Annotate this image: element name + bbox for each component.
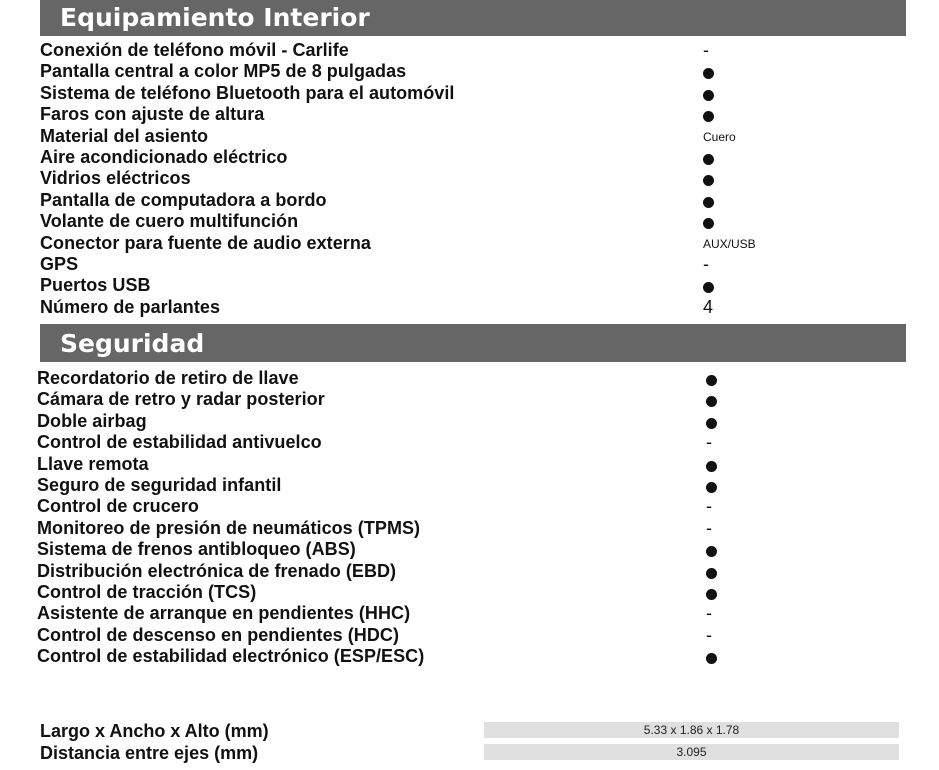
interior-feature-list <box>40 40 939 318</box>
feature-row <box>37 518 937 539</box>
feature-value: - <box>706 603 712 624</box>
section-header-safety <box>40 324 906 362</box>
feature-row <box>37 411 937 432</box>
feature-value: - <box>706 496 712 517</box>
feature-label: Asistente de arranque en pendientes (HHC) <box>37 603 411 624</box>
feature-row <box>37 539 937 560</box>
feature-label: Distribución electrónica de frenado (EBD) <box>37 560 397 581</box>
included-indicator <box>703 61 714 82</box>
feature-row <box>40 61 939 82</box>
feature-row <box>37 582 937 603</box>
feature-value: Cuero <box>703 129 736 144</box>
included-indicator <box>706 539 717 560</box>
dimension-value: 3.095 <box>484 744 899 760</box>
included-indicator <box>703 83 714 104</box>
feature-row <box>40 233 939 254</box>
bullet-dot-icon <box>703 175 714 186</box>
dimension-row <box>40 720 910 742</box>
feature-row <box>37 625 937 646</box>
included-indicator <box>706 646 717 667</box>
bullet-dot-icon <box>703 282 714 293</box>
feature-label: Sistema de teléfono Bluetooth para el automóvil <box>40 82 455 103</box>
feature-row <box>37 454 937 475</box>
section-title-safety: Seguridad <box>60 329 205 358</box>
bullet-dot-icon <box>703 154 714 165</box>
bullet-dot-icon <box>706 461 717 472</box>
bullet-dot-icon <box>706 568 717 579</box>
feature-label: Pantalla central a color MP5 de 8 pulgadas <box>40 61 407 82</box>
feature-label: Monitoreo de presión de neumáticos (TPMS) <box>37 517 421 538</box>
included-indicator <box>703 104 714 125</box>
feature-row <box>37 561 937 582</box>
feature-value: - <box>706 432 712 453</box>
safety-feature-list <box>37 368 937 667</box>
feature-row <box>40 104 939 125</box>
feature-row <box>40 297 939 318</box>
bullet-dot-icon <box>703 218 714 229</box>
section-header-interior <box>40 0 906 36</box>
feature-value: 4 <box>703 296 714 317</box>
feature-row <box>40 40 939 61</box>
bullet-dot-icon <box>706 653 717 664</box>
feature-label: Sistema de frenos antibloqueo (ABS) <box>37 539 356 560</box>
dimension-label: Distancia entre ejes (mm) <box>40 743 259 763</box>
feature-row <box>37 432 937 453</box>
included-indicator <box>706 475 717 496</box>
feature-label: Doble airbag <box>37 410 147 431</box>
feature-row <box>37 368 937 389</box>
bullet-dot-icon <box>703 197 714 208</box>
feature-label: Pantalla de computadora a bordo <box>40 189 327 210</box>
feature-row <box>40 126 939 147</box>
dimension-row <box>40 742 910 764</box>
included-indicator <box>706 411 717 432</box>
feature-label: Número de parlantes <box>40 296 221 317</box>
feature-row <box>40 168 939 189</box>
bullet-dot-icon <box>706 589 717 600</box>
included-indicator <box>706 368 717 389</box>
feature-row <box>40 190 939 211</box>
feature-value: AUX/USB <box>703 236 756 251</box>
feature-label: Control de estabilidad antivuelco <box>37 432 322 453</box>
feature-label: GPS <box>40 253 79 274</box>
bullet-dot-icon <box>703 68 714 79</box>
included-indicator <box>706 389 717 410</box>
bullet-dot-icon <box>706 418 717 429</box>
feature-label: Conexión de teléfono móvil - Carlife <box>40 40 349 60</box>
included-indicator <box>703 147 714 168</box>
feature-value: - <box>706 517 712 538</box>
feature-row <box>40 254 939 275</box>
dimension-label: Largo x Ancho x Alto (mm) <box>40 721 269 741</box>
feature-label: Aire acondicionado eléctrico <box>40 146 288 167</box>
bullet-dot-icon <box>706 482 717 493</box>
included-indicator <box>703 168 714 189</box>
feature-value: - <box>706 624 712 645</box>
feature-value: - <box>703 253 709 274</box>
included-indicator <box>703 275 714 296</box>
feature-row <box>40 83 939 104</box>
feature-row <box>37 646 937 667</box>
included-indicator <box>706 454 717 475</box>
feature-label: Faros con ajuste de altura <box>40 104 265 125</box>
feature-row <box>40 147 939 168</box>
bullet-dot-icon <box>703 111 714 122</box>
dimension-value: 5.33 x 1.86 x 1.78 <box>484 722 899 738</box>
feature-label: Cámara de retro y radar posterior <box>37 389 325 410</box>
feature-label: Conector para fuente de audio externa <box>40 232 371 253</box>
feature-row <box>37 496 937 517</box>
feature-label: Vidrios eléctricos <box>40 168 191 189</box>
bullet-dot-icon <box>706 396 717 407</box>
feature-row <box>37 389 937 410</box>
feature-row <box>37 603 937 624</box>
feature-label: Puertos USB <box>40 275 151 296</box>
feature-row <box>37 475 937 496</box>
feature-label: Llave remota <box>37 453 149 474</box>
section-title-interior: Equipamiento Interior <box>60 3 370 32</box>
feature-label: Control de tracción (TCS) <box>37 581 257 602</box>
included-indicator <box>703 190 714 211</box>
feature-label: Recordatorio de retiro de llave <box>37 368 299 388</box>
feature-label: Volante de cuero multifunción <box>40 211 299 232</box>
bullet-dot-icon <box>703 90 714 101</box>
included-indicator <box>703 211 714 232</box>
feature-row <box>40 275 939 296</box>
feature-label: Material del asiento <box>40 125 209 146</box>
feature-label: Control de estabilidad electrónico (ESP/ESC) <box>37 646 425 667</box>
dimensions-table <box>40 720 910 764</box>
included-indicator <box>706 561 717 582</box>
feature-label: Seguro de seguridad infantil <box>37 474 282 495</box>
feature-value: - <box>703 40 709 60</box>
feature-label: Control de crucero <box>37 496 199 517</box>
bullet-dot-icon <box>706 375 717 386</box>
included-indicator <box>706 582 717 603</box>
bullet-dot-icon <box>706 546 717 557</box>
feature-label: Control de descenso en pendientes (HDC) <box>37 624 399 645</box>
feature-row <box>40 211 939 232</box>
